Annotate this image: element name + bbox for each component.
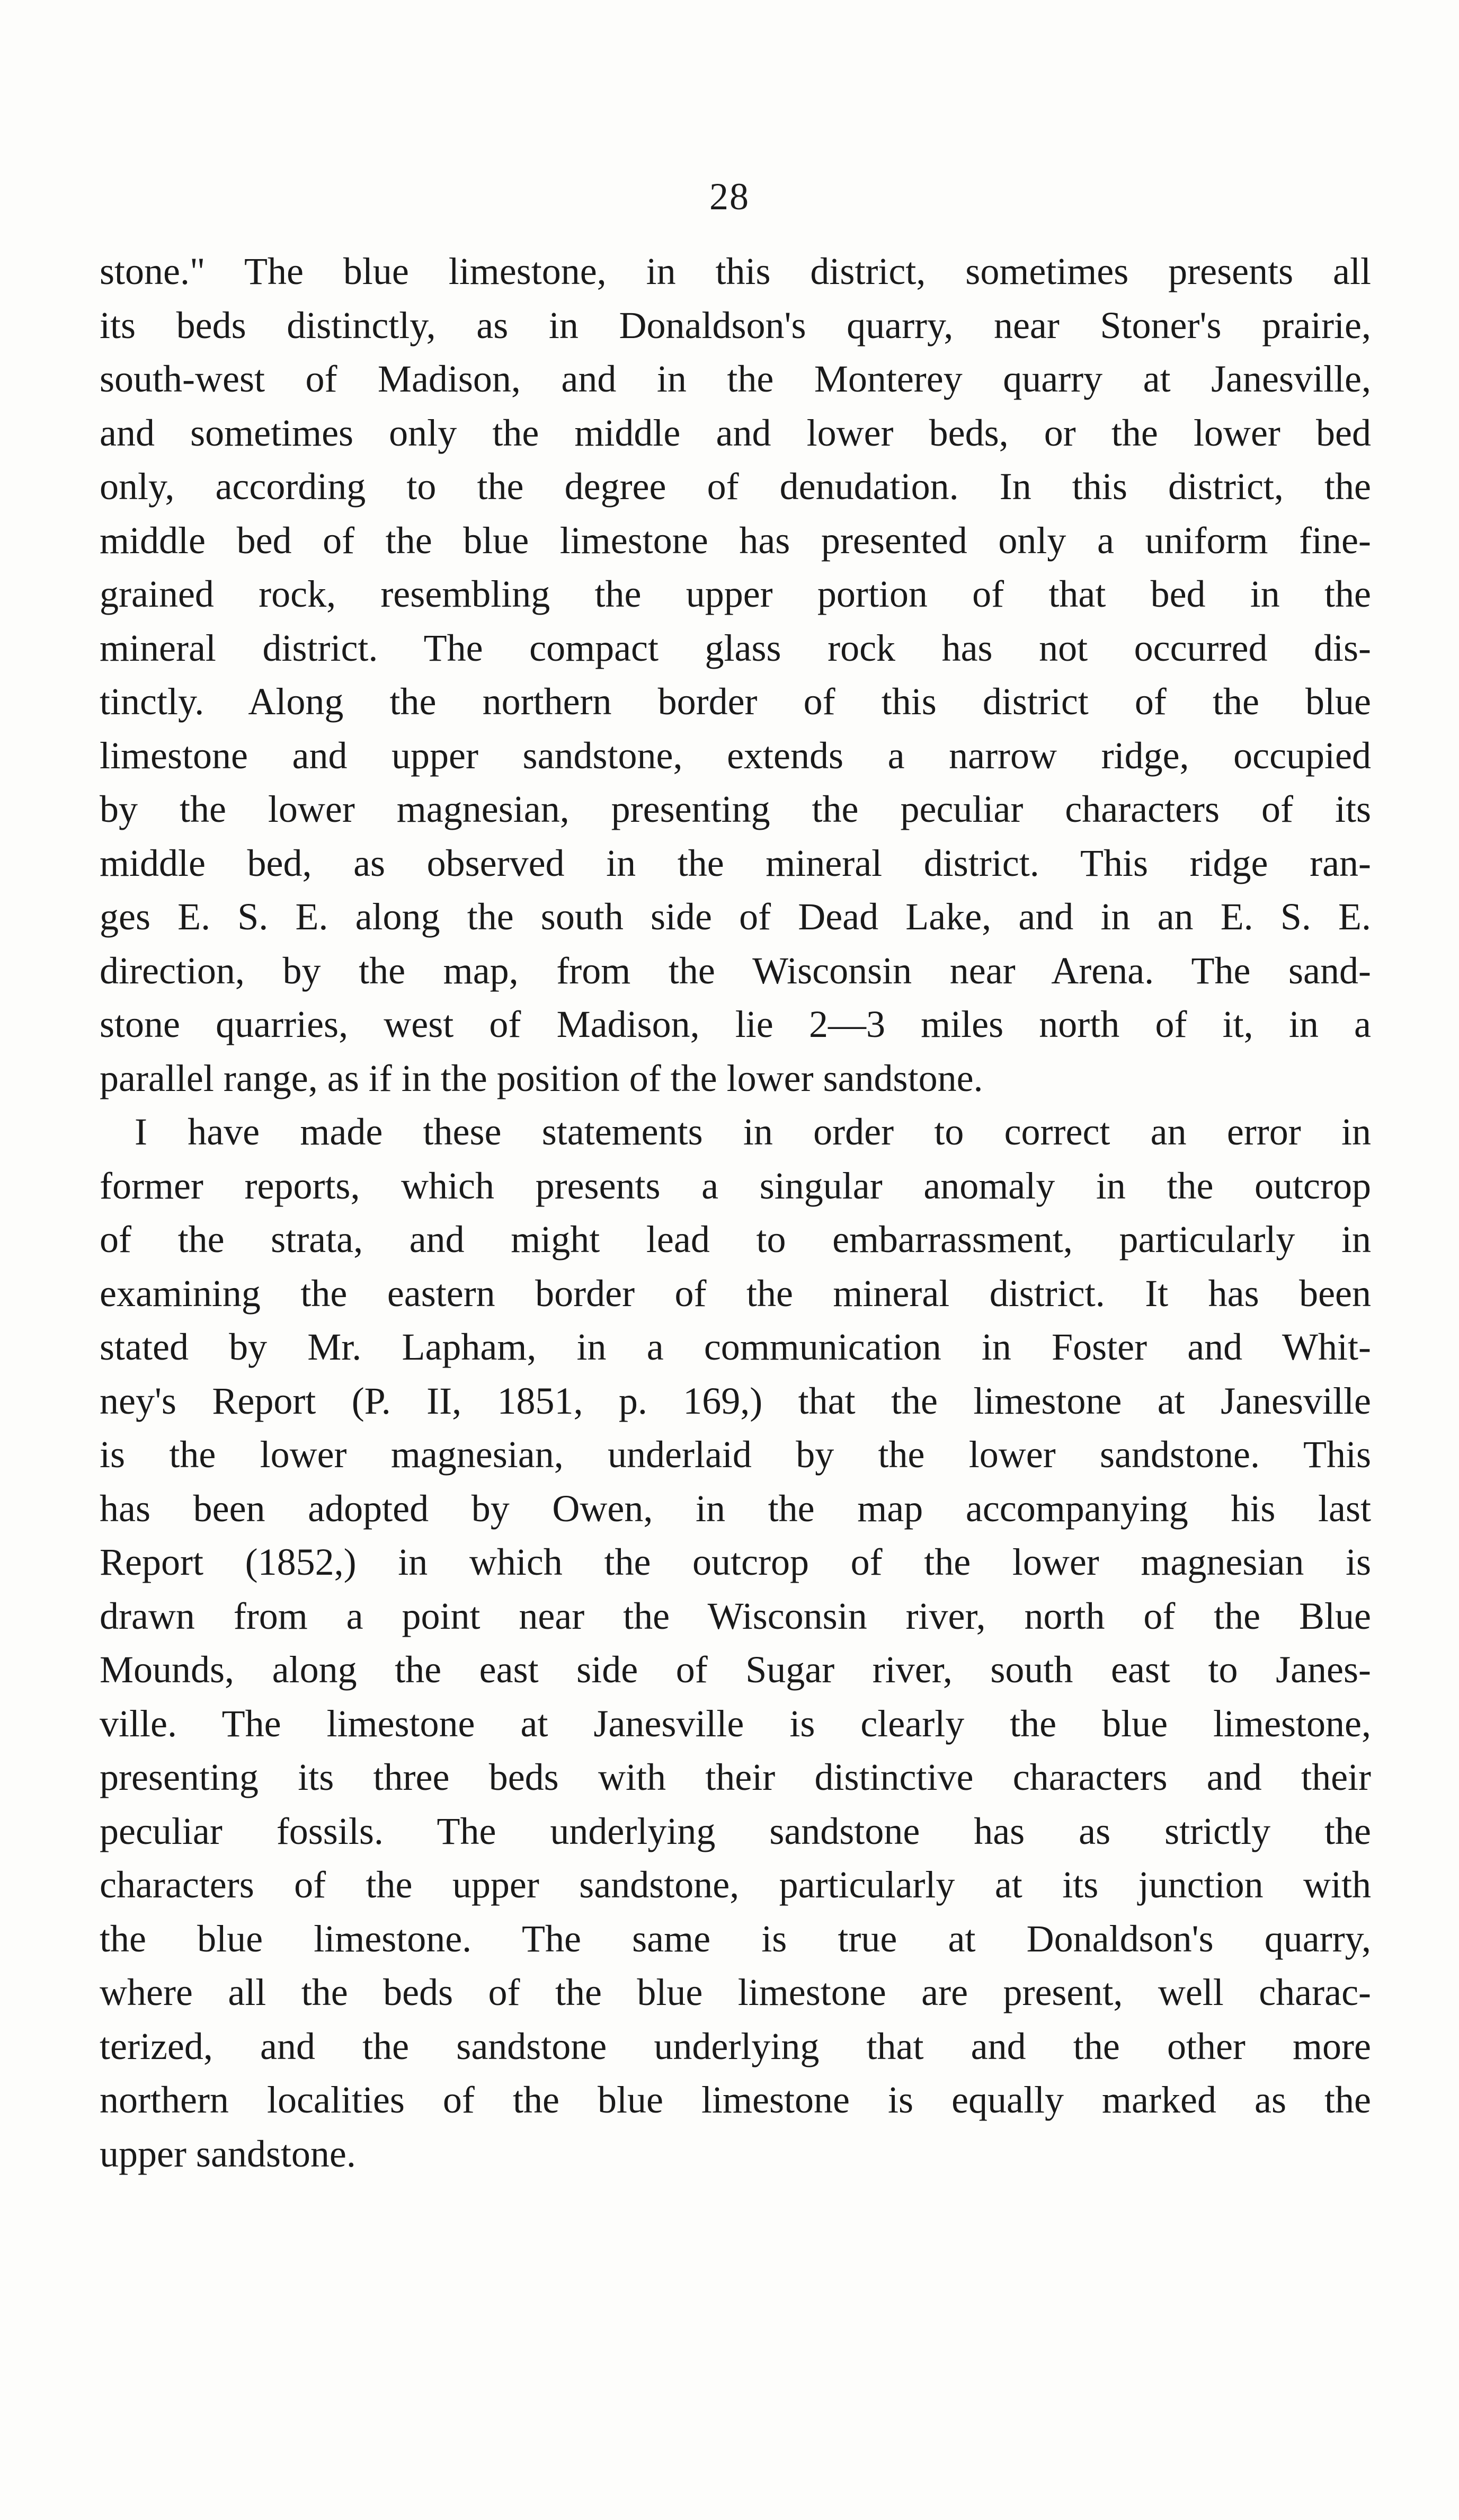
- text-line: only, according to the degree of denudation. In this district, the: [100, 465, 1371, 508]
- text-line: of the strata, and might lead to embarrassment, particularly in: [100, 1218, 1371, 1261]
- text-line: parallel range, as if in the position of the lower sandstone.: [100, 1057, 983, 1099]
- text-line: northern localities of the blue limestone is equally marked as the: [100, 2079, 1371, 2121]
- text-line: has been adopted by Owen, in the map accompanying his last: [100, 1487, 1371, 1530]
- text-line: ney's Report (P. II, 1851, p. 169,) that the limestone at Janesville: [100, 1379, 1371, 1422]
- text-line: examining the eastern border of the mineral district. It has been: [100, 1272, 1371, 1315]
- text-line: stated by Mr. Lapham, in a communication in Foster and Whit-: [100, 1326, 1371, 1368]
- text-line: Report (1852,) in which the outcrop of the lower magnesian is: [100, 1541, 1371, 1583]
- text-line: middle bed of the blue limestone has presented only a uniform fine-: [100, 519, 1371, 562]
- text-line: direction, by the map, from the Wisconsin near Arena. The sand-: [100, 949, 1371, 992]
- text-line: Mounds, along the east side of Sugar river, south east to Janes-: [100, 1648, 1371, 1691]
- text-line: tinctly. Along the northern border of this district of the blue: [100, 680, 1371, 723]
- text-line: presenting its three beds with their distinctive characters and their: [100, 1756, 1371, 1798]
- page-number: 28: [709, 175, 750, 218]
- text-line: the blue limestone. The same is true at Donaldson's quarry,: [100, 1917, 1371, 1960]
- text-line: I have made these statements in order to correct an error in: [135, 1111, 1371, 1153]
- text-line: terized, and the sandstone underlying that and the other more: [100, 2025, 1371, 2068]
- text-line: mineral district. The compact glass rock has not occurred dis-: [100, 626, 1371, 669]
- text-line: ville. The limestone at Janesville is clearly the blue limestone,: [100, 1702, 1371, 1745]
- text-line: grained rock, resembling the upper portion of that bed in the: [100, 573, 1371, 615]
- text-line: characters of the upper sandstone, particularly at its junction with: [100, 1864, 1371, 1906]
- paragraph-1: [100, 245, 1371, 1105]
- text-line: stone." The blue limestone, in this district, sometimes presents all: [100, 250, 1371, 292]
- paragraph-2: [100, 1105, 1371, 2181]
- text-line: is the lower magnesian, underlaid by the lower sandstone. This: [100, 1433, 1371, 1476]
- text-line: ges E. S. E. along the south side of Dead Lake, and in an E. S. E.: [100, 895, 1371, 938]
- text-line: stone quarries, west of Madison, lie 2—3 miles north of it, in a: [100, 1003, 1371, 1045]
- text-line: south-west of Madison, and in the Monterey quarry at Janesville,: [100, 358, 1371, 400]
- body-text: [100, 245, 1371, 2181]
- text-line: upper sandstone.: [100, 2132, 356, 2175]
- text-line: where all the beds of the blue limestone are present, well charac-: [100, 1971, 1371, 2013]
- text-line: and sometimes only the middle and lower beds, or the lower bed: [100, 411, 1371, 454]
- text-line: its beds distinctly, as in Donaldson's quarry, near Stoner's prairie,: [100, 304, 1371, 347]
- text-line: limestone and upper sandstone, extends a narrow ridge, occupied: [100, 734, 1371, 777]
- text-line: by the lower magnesian, presenting the peculiar characters of its: [100, 788, 1371, 830]
- text-line: middle bed, as observed in the mineral district. This ridge ran-: [100, 841, 1371, 884]
- text-line: drawn from a point near the Wisconsin river, north of the Blue: [100, 1594, 1371, 1637]
- text-line: former reports, which presents a singular anomaly in the outcrop: [100, 1164, 1371, 1207]
- text-line: peculiar fossils. The underlying sandstone has as strictly the: [100, 1809, 1371, 1852]
